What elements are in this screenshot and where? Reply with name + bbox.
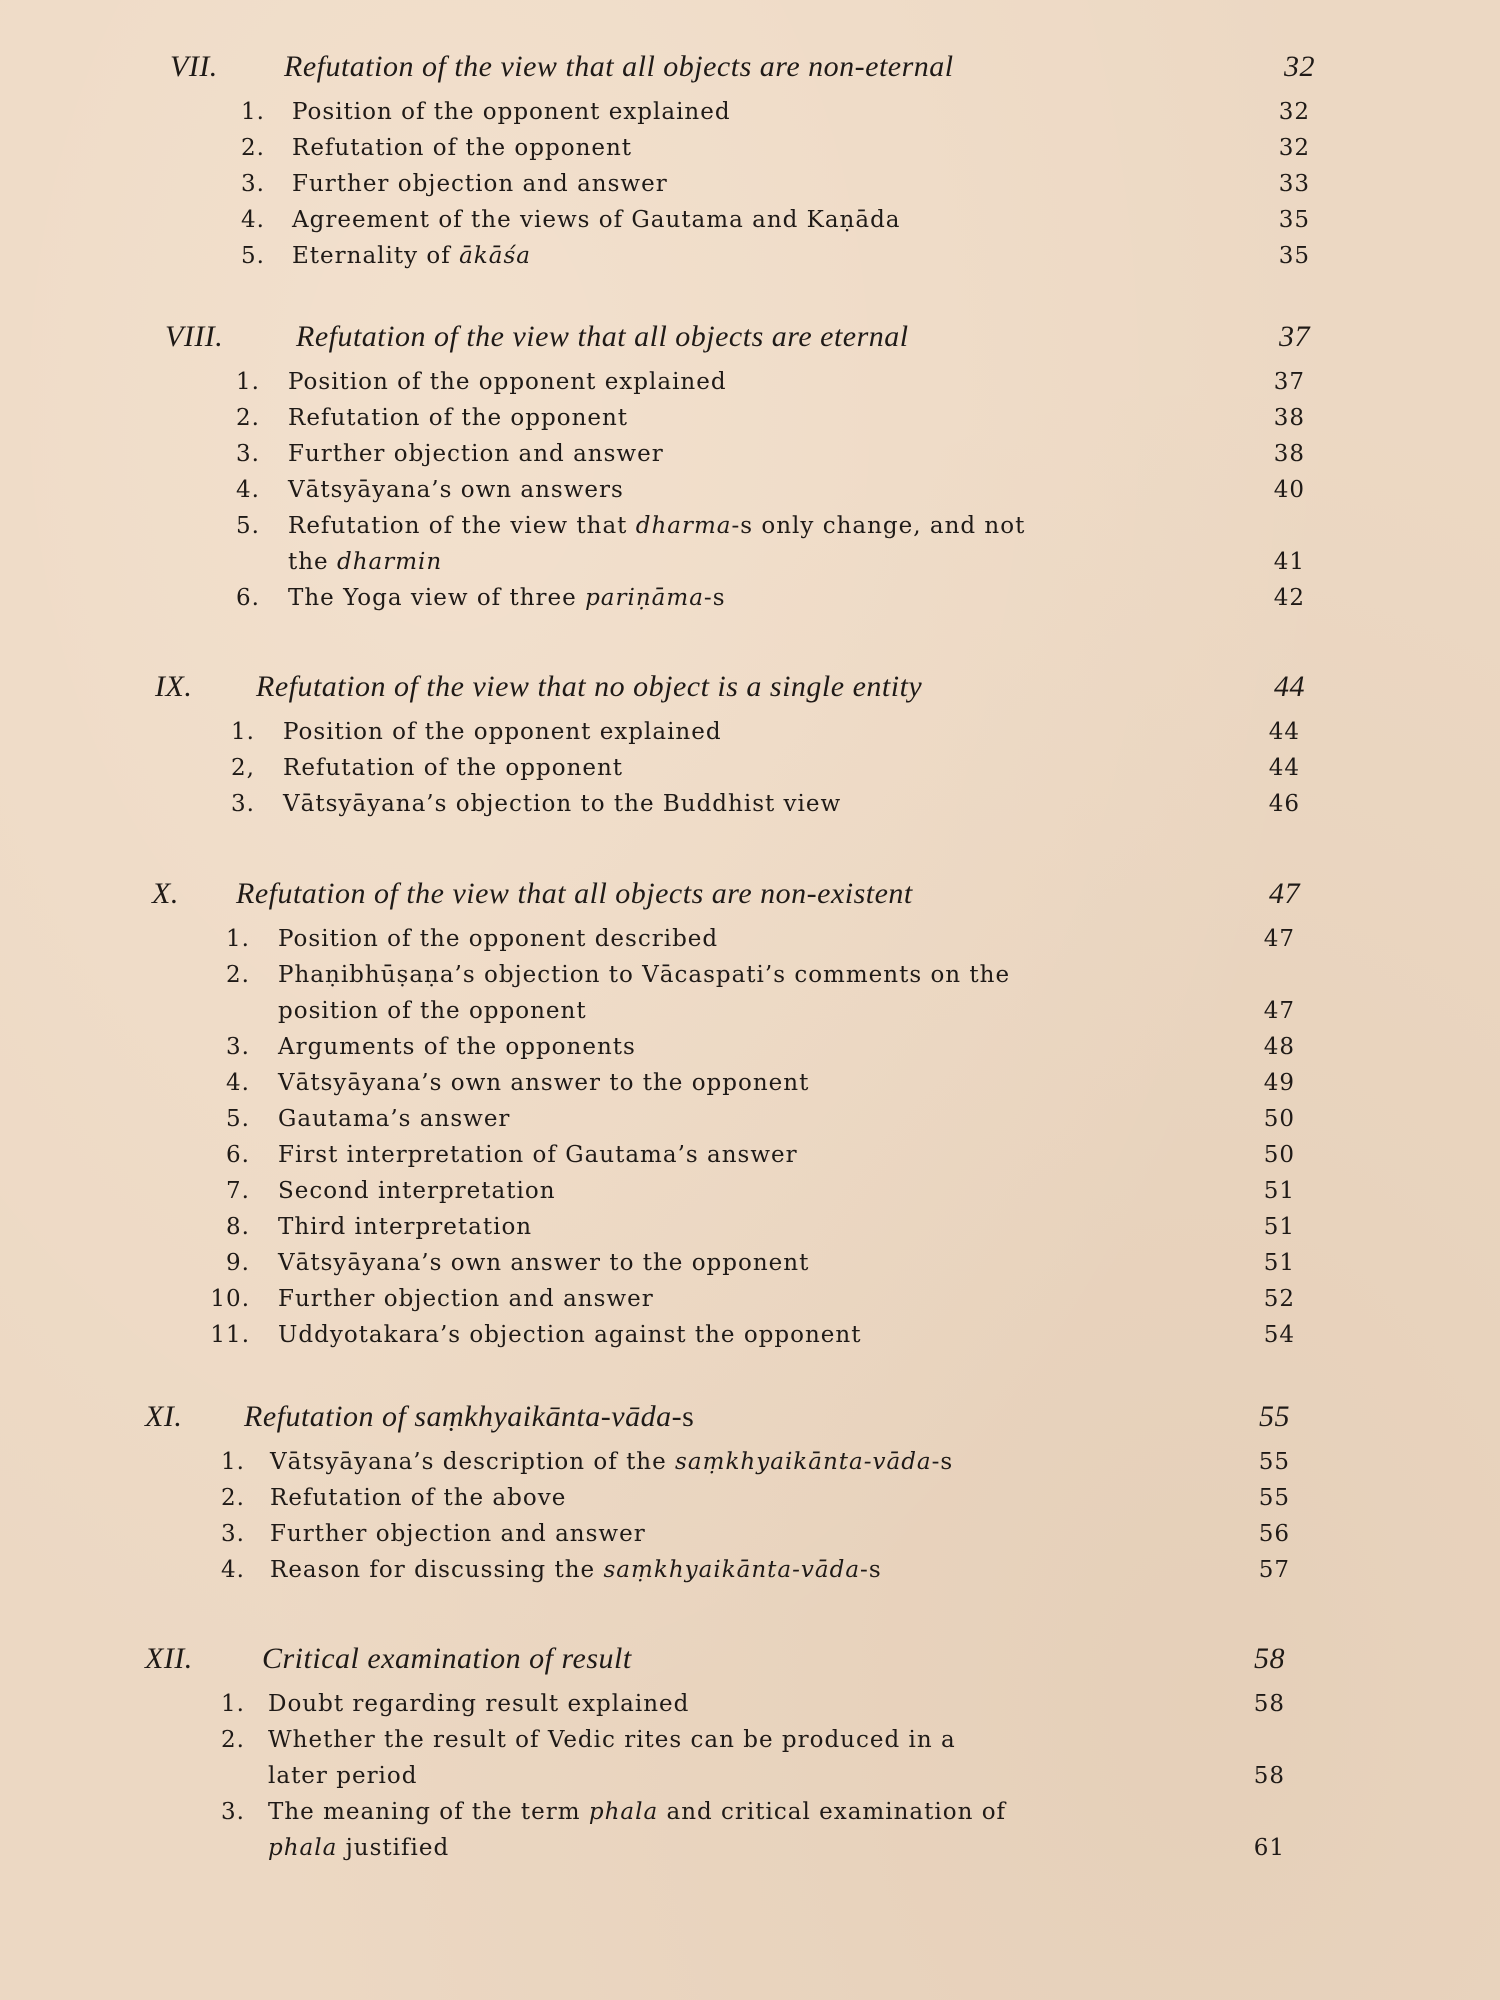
toc-entry bbox=[0, 1173, 1500, 1209]
toc-entry bbox=[0, 580, 1500, 616]
toc-entry bbox=[0, 1444, 1500, 1480]
entry-text: Further objection and answer bbox=[292, 171, 668, 197]
entry-text: Gautama’s answer bbox=[278, 1106, 511, 1132]
entry-text: Vātsyāyana’s own answer to the opponent bbox=[278, 1070, 810, 1096]
entry-page: 37 bbox=[1273, 369, 1305, 395]
entry-number: 4. bbox=[236, 477, 260, 503]
entry-text-line1: The meaning of the term phala and critical examination of bbox=[268, 1799, 1007, 1825]
entry-page: 47 bbox=[1263, 998, 1295, 1024]
entry-page: 51 bbox=[1263, 1178, 1295, 1204]
section-title: Refutation of the view that all objects are non-eternal bbox=[284, 50, 954, 83]
entry-text: Uddyotakara’s objection against the opponent bbox=[278, 1322, 862, 1348]
toc-entry bbox=[0, 472, 1500, 508]
entry-page: 33 bbox=[1278, 171, 1310, 197]
entry-number: 4. bbox=[241, 207, 265, 233]
section-roman: VIII. bbox=[165, 320, 224, 353]
section-title: Refutation of the view that all objects are eternal bbox=[296, 320, 909, 353]
entry-text: Refutation of the above bbox=[270, 1485, 567, 1511]
entry-page: 58 bbox=[1253, 1763, 1285, 1789]
toc-entry bbox=[0, 1480, 1500, 1516]
entry-page: 38 bbox=[1273, 441, 1305, 467]
entry-page: 32 bbox=[1278, 135, 1310, 161]
entry-number: 3. bbox=[221, 1521, 245, 1547]
entry-text: Further objection and answer bbox=[288, 441, 664, 467]
entry-number: 8. bbox=[226, 1214, 250, 1240]
entry-text: Refutation of the opponent bbox=[283, 755, 624, 781]
section-page: 47 bbox=[1269, 877, 1300, 910]
entry-text-line2: phala justified bbox=[268, 1835, 450, 1861]
section-viii bbox=[0, 320, 1500, 616]
entry-number: 5. bbox=[236, 513, 260, 539]
toc-entry bbox=[0, 1065, 1500, 1101]
entry-page: 57 bbox=[1258, 1557, 1290, 1583]
entry-page: 41 bbox=[1273, 549, 1305, 575]
toc-entry bbox=[0, 957, 1500, 1029]
entry-number: 10. bbox=[210, 1286, 250, 1312]
section-title: Refutation of the view that all objects are non-existent bbox=[236, 877, 913, 910]
entry-text: The Yoga view of three pariṇāma-s bbox=[288, 585, 726, 611]
entry-text: Further objection and answer bbox=[278, 1286, 654, 1312]
toc-entry bbox=[0, 1516, 1500, 1552]
toc-entry bbox=[0, 1722, 1500, 1794]
entry-page: 50 bbox=[1263, 1142, 1295, 1168]
section-roman: X. bbox=[152, 877, 179, 910]
entry-number: 6. bbox=[226, 1142, 250, 1168]
entry-text-line1: Whether the result of Vedic rites can be produced in a bbox=[268, 1727, 956, 1753]
entry-number: 5. bbox=[241, 243, 265, 269]
section-heading bbox=[0, 50, 1500, 94]
entry-text: Doubt regarding result explained bbox=[268, 1691, 690, 1717]
entry-number: 2. bbox=[236, 405, 260, 431]
entry-page: 35 bbox=[1278, 207, 1310, 233]
entry-page: 42 bbox=[1273, 585, 1305, 611]
entry-text: First interpretation of Gautama’s answer bbox=[278, 1142, 798, 1168]
entry-text: Arguments of the opponents bbox=[278, 1034, 636, 1060]
entry-number: 3. bbox=[241, 171, 265, 197]
toc-entry bbox=[0, 1686, 1500, 1722]
entry-number: 2. bbox=[221, 1485, 245, 1511]
entry-page: 46 bbox=[1268, 791, 1300, 817]
entry-page: 51 bbox=[1263, 1250, 1295, 1276]
entry-number: 7. bbox=[226, 1178, 250, 1204]
entry-page: 44 bbox=[1268, 755, 1300, 781]
entry-number: 3. bbox=[231, 791, 255, 817]
section-title: Critical examination of result bbox=[262, 1642, 632, 1675]
entry-text: Second interpretation bbox=[278, 1178, 556, 1204]
entry-text-line2: the dharmin bbox=[288, 549, 443, 575]
toc-entry bbox=[0, 750, 1500, 786]
toc-entry bbox=[0, 1029, 1500, 1065]
toc-entry bbox=[0, 166, 1500, 202]
entry-text: Refutation of the opponent bbox=[288, 405, 629, 431]
section-heading bbox=[0, 1642, 1500, 1686]
entry-page: 44 bbox=[1268, 719, 1300, 745]
entry-text: Position of the opponent explained bbox=[292, 99, 731, 125]
toc-entry bbox=[0, 202, 1500, 238]
entry-number: 2. bbox=[226, 962, 250, 988]
toc-entry bbox=[0, 1317, 1500, 1353]
entry-page: 56 bbox=[1258, 1521, 1290, 1547]
entry-number: 4. bbox=[226, 1070, 250, 1096]
entry-text: Reason for discussing the saṃkhyaikānta-vāda-s bbox=[270, 1557, 882, 1583]
entry-number: 1. bbox=[226, 926, 250, 952]
entry-text: Vātsyāyana’s objection to the Buddhist view bbox=[283, 791, 842, 817]
toc-entry bbox=[0, 436, 1500, 472]
toc-entry bbox=[0, 714, 1500, 750]
entry-page: 47 bbox=[1263, 926, 1295, 952]
toc-entry bbox=[0, 1101, 1500, 1137]
section-heading bbox=[0, 670, 1500, 714]
section-ix bbox=[0, 670, 1500, 822]
entry-text: Position of the opponent explained bbox=[283, 719, 722, 745]
entry-text: Vātsyāyana’s description of the saṃkhyaikānta-vāda-s bbox=[270, 1449, 954, 1475]
entry-text: Vātsyāyana’s own answer to the opponent bbox=[278, 1250, 810, 1276]
entry-text-line2: position of the opponent bbox=[278, 998, 587, 1024]
entry-page: 54 bbox=[1263, 1322, 1295, 1348]
toc-entry bbox=[0, 1209, 1500, 1245]
entry-page: 40 bbox=[1273, 477, 1305, 503]
entry-text: Third interpretation bbox=[278, 1214, 533, 1240]
toc-entry bbox=[0, 364, 1500, 400]
toc-entry bbox=[0, 1552, 1500, 1588]
toc-entry bbox=[0, 1137, 1500, 1173]
section-title: Refutation of the view that no object is a single entity bbox=[256, 670, 923, 703]
entry-number: 1. bbox=[221, 1691, 245, 1717]
entry-number: 11. bbox=[210, 1322, 250, 1348]
entry-text-line2: later period bbox=[268, 1763, 418, 1789]
entry-page: 49 bbox=[1263, 1070, 1295, 1096]
entry-text-line1: Refutation of the view that dharma-s only change, and not bbox=[288, 513, 1026, 539]
entry-number: 2, bbox=[231, 755, 255, 781]
section-page: 44 bbox=[1274, 670, 1305, 703]
entry-number: 1. bbox=[241, 99, 265, 125]
toc-entry bbox=[0, 1281, 1500, 1317]
entry-number: 1. bbox=[231, 719, 255, 745]
section-vii bbox=[0, 50, 1500, 274]
entry-text-line1: Phaṇibhūṣaṇa’s objection to Vācaspati’s comments on the bbox=[278, 962, 1011, 988]
entry-text: Refutation of the opponent bbox=[292, 135, 633, 161]
toc-entry bbox=[0, 130, 1500, 166]
section-page: 32 bbox=[1284, 50, 1315, 83]
entry-page: 48 bbox=[1263, 1034, 1295, 1060]
toc-entry bbox=[0, 1245, 1500, 1281]
entry-number: 6. bbox=[236, 585, 260, 611]
entry-page: 32 bbox=[1278, 99, 1310, 125]
entry-number: 3. bbox=[221, 1799, 245, 1825]
entry-number: 3. bbox=[226, 1034, 250, 1060]
entry-number: 1. bbox=[221, 1449, 245, 1475]
section-x bbox=[0, 877, 1500, 1353]
entry-text: Position of the opponent explained bbox=[288, 369, 727, 395]
entry-page: 38 bbox=[1273, 405, 1305, 431]
section-roman: VII. bbox=[170, 50, 218, 83]
section-roman: IX. bbox=[155, 670, 193, 703]
entry-text: Vātsyāyana’s own answers bbox=[288, 477, 624, 503]
section-xi bbox=[0, 1400, 1500, 1588]
entry-page: 55 bbox=[1258, 1449, 1290, 1475]
section-heading bbox=[0, 320, 1500, 364]
section-xii bbox=[0, 1642, 1500, 1866]
entry-page: 52 bbox=[1263, 1286, 1295, 1312]
section-page: 37 bbox=[1279, 320, 1310, 353]
section-page: 58 bbox=[1254, 1642, 1285, 1675]
entry-number: 4. bbox=[221, 1557, 245, 1583]
section-roman: XII. bbox=[145, 1642, 193, 1675]
section-heading bbox=[0, 1400, 1500, 1444]
toc-entry bbox=[0, 786, 1500, 822]
toc-entry bbox=[0, 238, 1500, 274]
entry-page: 51 bbox=[1263, 1214, 1295, 1240]
entry-page: 61 bbox=[1253, 1835, 1285, 1861]
section-roman: XI. bbox=[145, 1400, 183, 1433]
entry-number: 1. bbox=[236, 369, 260, 395]
entry-page: 55 bbox=[1258, 1485, 1290, 1511]
entry-number: 5. bbox=[226, 1106, 250, 1132]
entry-page: 50 bbox=[1263, 1106, 1295, 1132]
toc-entry bbox=[0, 94, 1500, 130]
toc-entry bbox=[0, 1794, 1500, 1866]
entry-number: 2. bbox=[221, 1727, 245, 1753]
toc-entry bbox=[0, 921, 1500, 957]
section-page: 55 bbox=[1259, 1400, 1290, 1433]
entry-page: 35 bbox=[1278, 243, 1310, 269]
section-heading bbox=[0, 877, 1500, 921]
entry-text: Further objection and answer bbox=[270, 1521, 646, 1547]
section-title: Refutation of saṃkhyaikānta-vāda-s bbox=[244, 1400, 695, 1433]
entry-number: 3. bbox=[236, 441, 260, 467]
toc-entry bbox=[0, 508, 1500, 580]
entry-text: Agreement of the views of Gautama and Kaṇāda bbox=[292, 207, 901, 233]
entry-number: 2. bbox=[241, 135, 265, 161]
toc-entry bbox=[0, 400, 1500, 436]
entry-number: 9. bbox=[226, 1250, 250, 1276]
entry-page: 58 bbox=[1253, 1691, 1285, 1717]
entry-text: Position of the opponent described bbox=[278, 926, 719, 952]
entry-text: Eternality of ākāśa bbox=[292, 243, 531, 269]
